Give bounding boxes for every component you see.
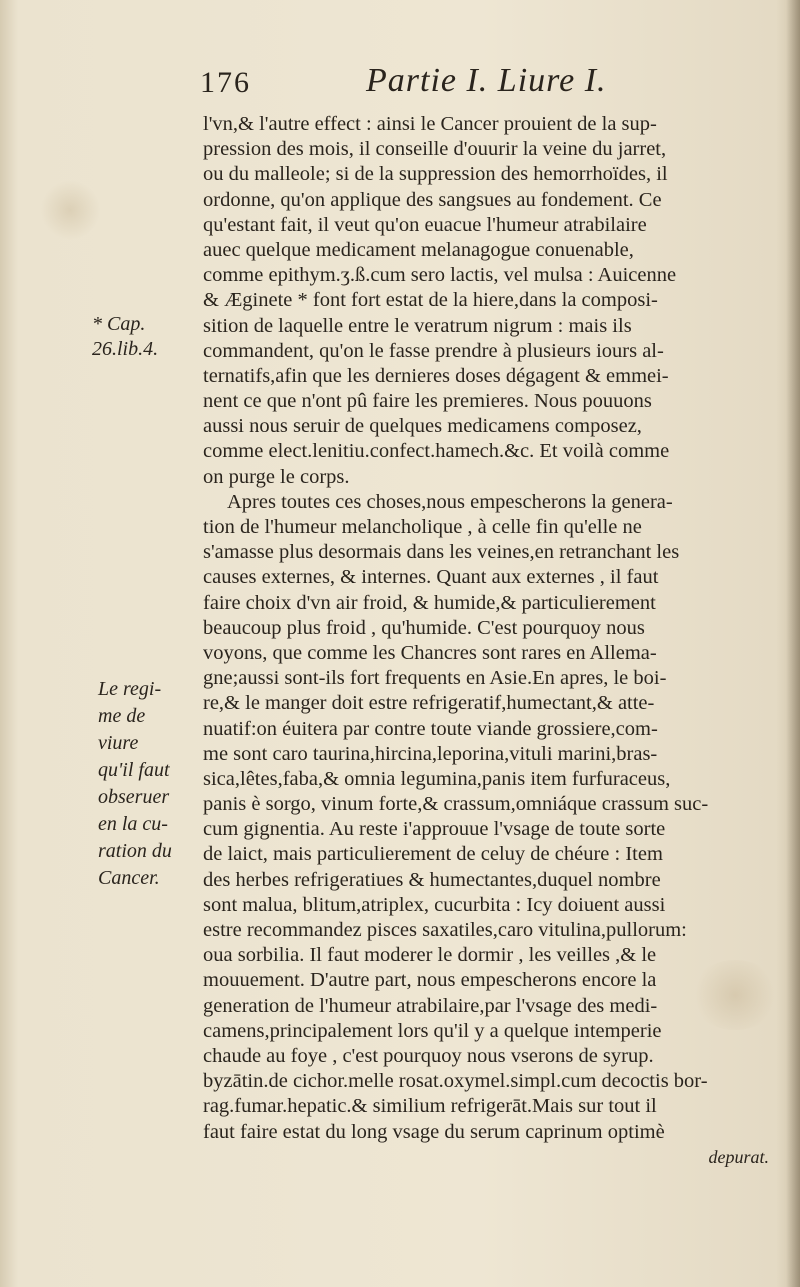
- text-line: estre recommandez pisces saxatiles,caro vitulina,pullorum:: [203, 919, 687, 941]
- text-line: voyons, que comme les Chancres sont rares en Allema-: [203, 641, 657, 664]
- margin-note-regime: [98, 676, 172, 892]
- margin-note-line: viure: [98, 732, 139, 754]
- text-line: oua sorbilia. Il faut moderer le dormir , les veilles ,& le: [203, 944, 657, 967]
- margin-note-line: me de: [98, 705, 146, 727]
- text-line: des herbes refrigeratiues & humectantes,duquel nombre: [203, 868, 661, 891]
- text-line: ou du malleole; si de la suppression des hemorrhoïdes, il: [203, 163, 668, 186]
- text-line: gne;aussi sont-ils fort frequents en Asie.En apres, le boi-: [203, 667, 667, 690]
- text-line: chaude au foye , c'est pourquoy nous vserons de syrup.: [203, 1044, 654, 1067]
- text-line: cum gignentia. Au reste i'approuue l'vsage de toute sorte: [203, 818, 666, 841]
- margin-note-line: Le regi-: [98, 678, 162, 700]
- text-line: Apres toutes ces choses,nous empescherons la genera-: [227, 490, 673, 513]
- page-header: [200, 62, 780, 112]
- text-line: s'amasse plus desormais dans les veines,en retranchant les: [203, 541, 680, 564]
- text-line: commandent, qu'on le fasse prendre à plusieurs iours al-: [203, 339, 664, 362]
- text-line: nuatif:on éuitera par contre toute viande grossiere,com-: [203, 717, 658, 740]
- text-line: aussi nous seruir de quelques medicamens composez,: [203, 415, 642, 438]
- text-line: me sont caro taurina,hircina,leporina,vituli marini,bras-: [203, 742, 658, 765]
- running-title: Partie I. Liure I.: [366, 62, 607, 99]
- text-line: auec quelque medicament melanagogue conuenable,: [203, 238, 634, 261]
- foxing-stain: [40, 180, 100, 240]
- margin-note-line: qu'il faut: [98, 759, 170, 781]
- margin-note-cap-ref: [92, 312, 158, 362]
- text-line: beaucoup plus froid , qu'humide. C'est pourquoy nous: [203, 616, 645, 639]
- margin-note-line: ration du: [98, 840, 172, 862]
- margin-note-line: 26.lib.4.: [92, 338, 159, 360]
- text-line: & Æginete * font fort estat de la hiere,dans la composi-: [203, 289, 658, 312]
- text-line: camens,principalement lors qu'il y a quelque intemperie: [203, 1019, 662, 1042]
- text-line: panis è sorgo, vinum forte,& crassum,omniáque crassum suc-: [203, 793, 709, 816]
- text-line: sont malua, blitum,atriplex, cucurbita : Icy doiuent aussi: [203, 893, 666, 916]
- text-line: generation de l'humeur atrabilaire,par l'vsage des medi-: [203, 994, 658, 1017]
- text-line: qu'estant fait, il veut qu'on euacue l'humeur atrabilaire: [203, 213, 647, 236]
- margin-note-line: en la cu-: [98, 813, 168, 835]
- text-line: re,& le manger doit estre refrigeratif,humectant,& atte-: [203, 692, 655, 715]
- text-line: tion de l'humeur melancholique , à celle fin qu'elle ne: [203, 516, 642, 538]
- catchword: depurat.: [708, 1146, 769, 1167]
- text-line: byzātin.de cichor.melle rosat.oxymel.simpl.cum decoctis bor-: [203, 1070, 708, 1093]
- text-line: ordonne, qu'on applique des sangsues au fondement. Ce: [203, 188, 662, 211]
- text-line: sition de laquelle entre le veratrum nigrum : mais ils: [203, 314, 632, 337]
- margin-note-line: Cancer.: [98, 867, 160, 889]
- text-line: de laict, mais particulierement de celuy de chéure : Item: [203, 843, 663, 866]
- margin-note-line: * Cap.: [92, 313, 146, 335]
- text-line: faire choix d'vn air froid, & humide,& particulierement: [203, 591, 656, 614]
- text-line: ternatifs,afin que les dernieres doses dégagent & emmei-: [203, 364, 669, 387]
- text-line: pression des mois, il conseille d'ouurir la veine du jarret,: [203, 138, 667, 161]
- text-line: on purge le corps.: [203, 465, 350, 488]
- text-line: mouuement. D'autre part, nous empescherons encore la: [203, 969, 657, 992]
- text-line: rag.fumar.hepatic.& similium refrigerāt.Mais sur tout il: [203, 1095, 657, 1118]
- text-line: l'vn,& l'autre effect : ainsi le Cancer prouient de la sup-: [203, 113, 657, 135]
- page-number: 176: [200, 66, 251, 99]
- body-text: [203, 112, 769, 1170]
- margin-note-line: obseruer: [98, 786, 170, 808]
- text-line: sica,lêtes,faba,& omnia legumina,panis item furfuraceus,: [203, 767, 671, 790]
- text-line: causes externes, & internes. Quant aux externes , il faut: [203, 566, 659, 589]
- text-line: faut faire estat du long vsage du serum caprinum optimè: [203, 1120, 665, 1143]
- text-line: nent ce que n'ont pû faire les premieres. Nous pouuons: [203, 390, 652, 413]
- binding-shadow: [786, 0, 800, 1287]
- text-line: comme elect.lenitiu.confect.hamech.&c. Et voilà comme: [203, 440, 670, 463]
- text-line: comme epithym.ʒ.ß.cum sero lactis, vel mulsa : Auicenne: [203, 264, 677, 287]
